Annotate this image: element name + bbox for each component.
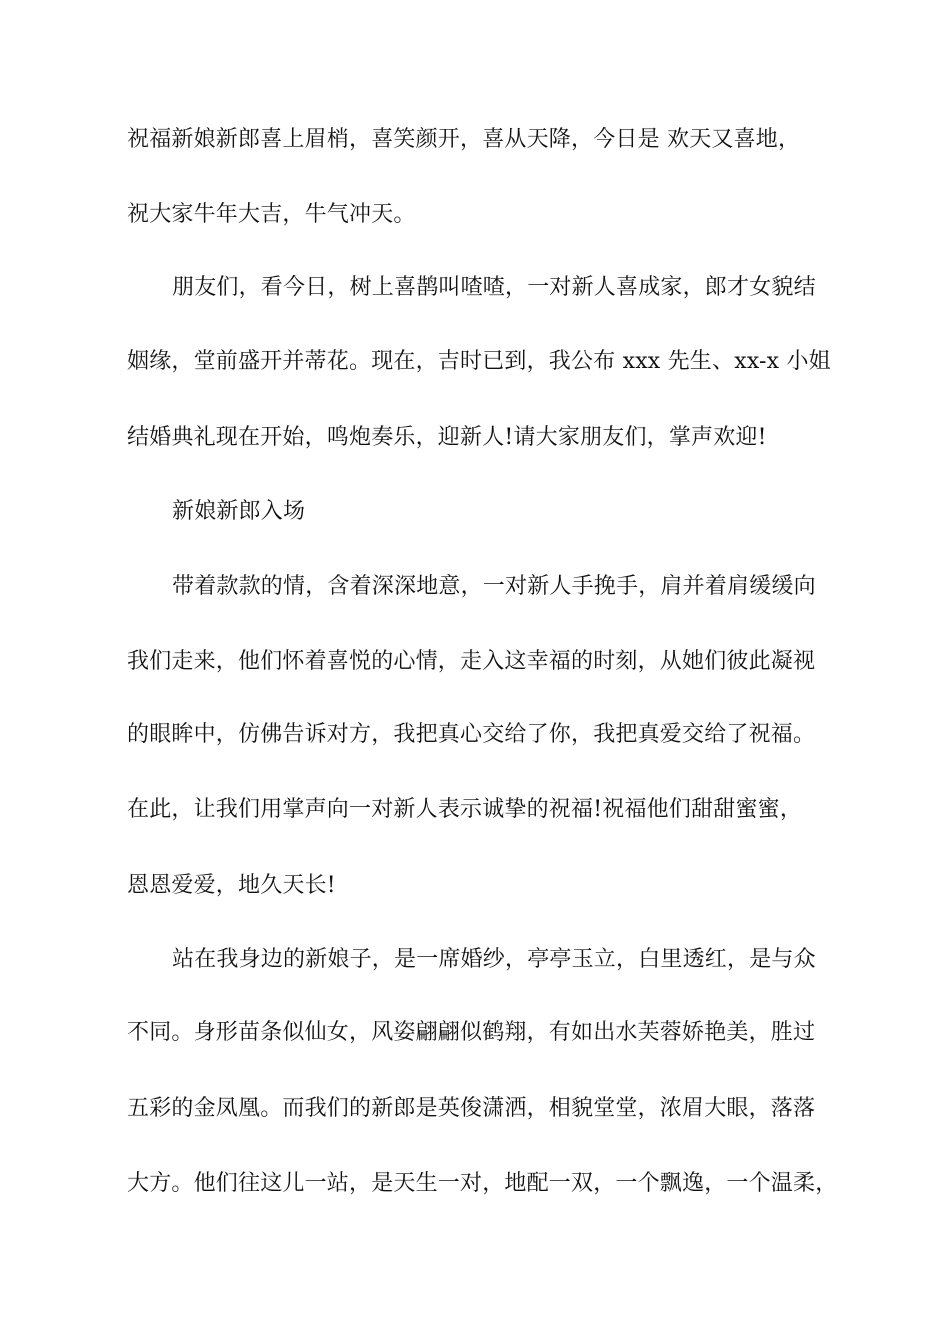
text-line-15: 大方。他们往这儿一站，是天生一对，地配一双，一个飘逸，一个温柔， bbox=[127, 1171, 838, 1196]
section-heading: 新娘新郎入场 bbox=[172, 499, 306, 524]
text-line-10: 在此，让我们用掌声向一对新人表示诚挚的祝福!祝福他们甜甜蜜蜜， bbox=[127, 797, 803, 822]
text-line-9: 的眼眸中，仿佛告诉对方，我把真心交给了你，我把真爱交给了祝福。 bbox=[127, 722, 816, 747]
text-line-2: 祝大家牛年大吉，牛气冲天。 bbox=[127, 202, 416, 227]
text-line-4: 姻缘，堂前盛开并蒂花。现在，吉时已到，我公布 xxx 先生、xx-x 小姐 bbox=[127, 349, 831, 374]
text-line-14: 五彩的金凤凰。而我们的新郎是英俊潇洒，相貌堂堂，浓眉大眼，落落 bbox=[127, 1096, 816, 1121]
text-line-1: 祝福新娘新郎喜上眉梢，喜笑颜开，喜从天降，今日是 欢天又喜地， bbox=[127, 127, 801, 152]
text-line-11: 恩恩爱爱，地久天长! bbox=[127, 873, 336, 898]
text-line-8: 我们走来，他们怀着喜悦的心情，走入这幸福的时刻，从她们彼此凝视 bbox=[127, 649, 816, 674]
paragraph-start-line: 站在我身边的新娘子，是一席婚纱，亭亭玉立，白里透红，是与众 bbox=[172, 947, 816, 972]
paragraph-start-line: 朋友们，看今日，树上喜鹊叫喳喳，一对新人喜成家，郎才女貌结 bbox=[172, 275, 816, 300]
text-line-5: 结婚典礼现在开始，鸣炮奏乐，迎新人!请大家朋友们，掌声欢迎! bbox=[127, 425, 767, 450]
paragraph-start-line: 带着款款的情，含着深深地意，一对新人手挽手，肩并着肩缓缓向 bbox=[172, 574, 816, 599]
text-line-13: 不同。身形苗条似仙女，风姿翩翩似鹤翔，有如出水芙蓉娇艳美，胜过 bbox=[127, 1020, 816, 1045]
